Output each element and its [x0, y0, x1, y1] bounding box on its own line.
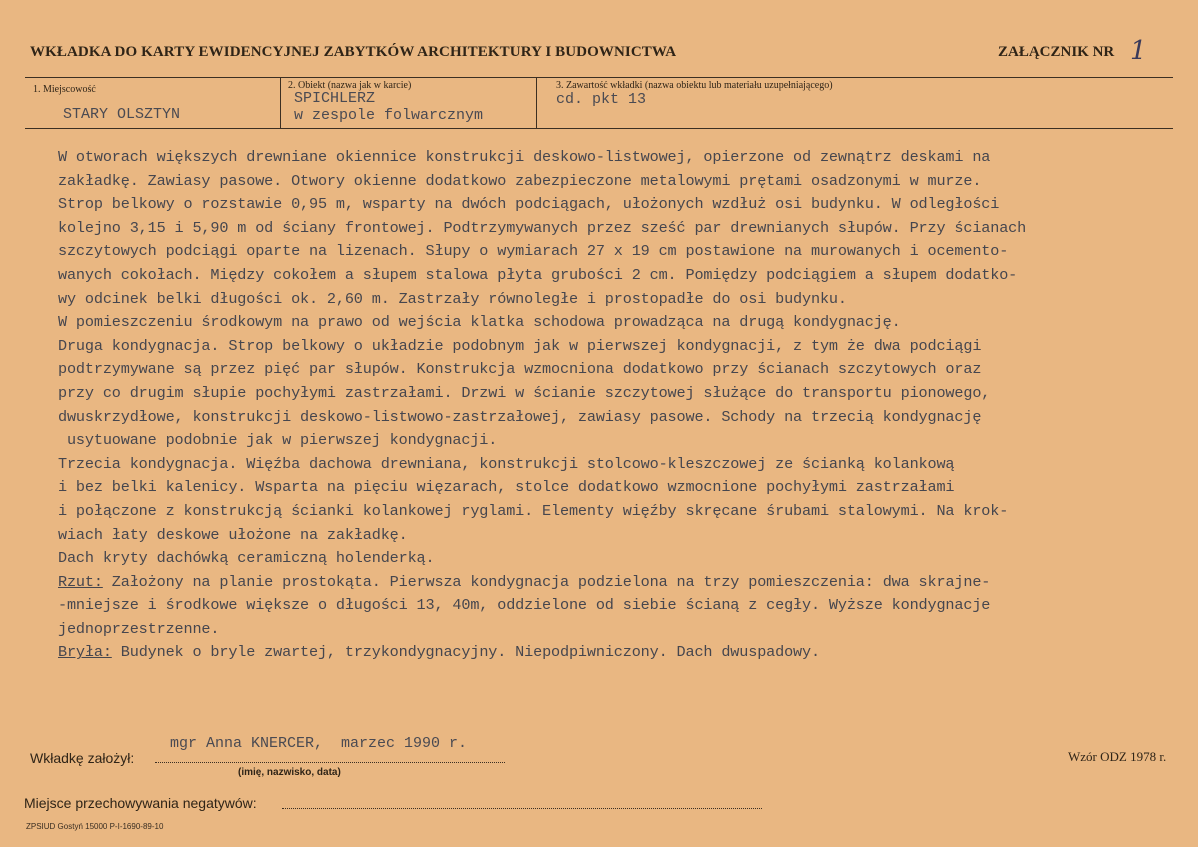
- content-label: 3. Zawartość wkładki (nazwa obiektu lub materiału uzupełniającego): [556, 80, 833, 91]
- author-caption: (imię, nazwisko, data): [238, 767, 341, 778]
- negatives-label: Miejsce przechowywania negatywów:: [24, 795, 257, 811]
- text-line: Dach kryty dachówką ceramiczną holenderką.: [58, 549, 435, 568]
- text-line: przy co drugim słupie pochyłymi zastrzałami. Drzwi w ścianie szczytowej służące do transportu pionowego,: [58, 383, 991, 402]
- author-dotted-line: [155, 762, 505, 763]
- text-line: podtrzymywane są przez pięć par słupów. Konstrukcja wzmocniona dodatkowo przy ścianach szczytowych oraz: [58, 360, 982, 379]
- text-line: W otworach większych drewniane okiennice konstrukcji deskowo-listwowej, opierzone od zewnątrz deskami na: [58, 148, 991, 166]
- bryla-text: Budynek o bryle zwartej, trzykondygnacyjny. Niepodpiwniczony. Dach dwuspadowy.: [111, 643, 820, 662]
- rzut-heading: Rzut:: [58, 572, 103, 591]
- text-line: wiach łaty deskowe ułożone na zakładkę.: [58, 525, 408, 544]
- text-line: Druga kondygnacja. Strop belkowy o układzie podobnym jak w pierwszej kondygnacji, z tym że dwa podciągi: [58, 336, 982, 355]
- description-text: [58, 146, 1148, 665]
- form-code: Wzór ODZ 1978 r.: [1068, 749, 1167, 764]
- content-value: cd. pkt 13: [556, 91, 647, 108]
- text-line: dwuskrzydłowe, konstrukcji deskowo-listwowo-zastrzałowej, zawiasy pasowe. Schody na trzecią kondygnację: [58, 407, 982, 426]
- header-rule-top: [25, 77, 1173, 78]
- object-value-line1: SPICHLERZ: [294, 90, 376, 107]
- author-label: Wkładkę założył:: [30, 750, 135, 766]
- text-line: i połączone z konstrukcją ścianki kolankowej ryglami. Elementy więźby skręcane śrubami stalowymi. Na krok-: [58, 501, 1009, 520]
- header-rule-bottom: [25, 128, 1173, 129]
- text-line: wanych cokołach. Między cokołem a słupem stalowa płyta grubości 2 cm. Pomiędzy podciągiem a słupem dodatko-: [58, 265, 1018, 284]
- text-line: Strop belkowy o rozstawie 0,95 m, wsparty na dwóch podciągach, ułożonych wzdłuż osi budynku. W odległości: [58, 195, 1000, 214]
- field-divider-2: [536, 77, 537, 129]
- object-label: 2. Obiekt (nazwa jak w karcie): [288, 80, 412, 91]
- rzut-line: [58, 571, 1148, 595]
- text-line: Trzecia kondygnacja. Więźba dachowa drewniana, konstrukcji stolcowo-kleszczowej ze ścianką kolankową: [58, 454, 955, 473]
- attachment-label: ZAŁĄCZNIK NR: [998, 44, 1115, 60]
- text-line: szczytowych podciągi oparte na lizenach. Słupy o wymiarach 27 x 19 cm postawione na murowanych i ocemento-: [58, 242, 1009, 261]
- bryla-line: [58, 641, 1148, 665]
- printer-imprint: ZPSIUD Gostyń 15000 P-I-1690-89-10: [26, 822, 164, 831]
- locality-value: STARY OLSZTYN: [63, 106, 181, 123]
- negatives-dotted-line: [282, 808, 762, 809]
- author-value: mgr Anna KNERCER, marzec 1990 r.: [170, 735, 468, 752]
- rzut-text: Założony na planie prostokąta. Pierwsza kondygnacja podzielona na trzy pomieszczenia: dwa skrajne-: [102, 572, 991, 591]
- form-title: WKŁADKA DO KARTY EWIDENCYJNEJ ZABYTKÓW ARCHITEKTURY I BUDOWNICTWA: [30, 44, 677, 60]
- text-line: wy odcinek belki długości ok. 2,60 m. Zastrzały równoległe i prostopadłe do osi budynku.: [58, 289, 847, 308]
- text-line: -mniejsze i środkowe większe o długości 13, 40m, oddzielone od siebie ścianą z cegły. Wyższe kondygnacje: [58, 596, 991, 615]
- locality-label: 1. Miejscowość: [33, 84, 96, 95]
- object-value-line2: w zespole folwarcznym: [294, 107, 484, 124]
- text-line: usytuowane podobnie jak w pierwszej kondygnacji.: [58, 431, 498, 450]
- text-line: jednoprzestrzenne.: [58, 619, 220, 638]
- attachment-number: 1: [1130, 36, 1147, 66]
- text-line: zakładkę. Zawiasy pasowe. Otwory okienne dodatkowo zabezpieczone metalowymi prętami osadzonymi w murze.: [58, 171, 982, 190]
- text-line: i bez belki kalenicy. Wsparta na pięciu więzarach, stolce dodatkowo wzmocnione pochyłymi zastrzałami: [58, 478, 955, 497]
- text-line: kolejno 3,15 i 5,90 m od ściany frontowej. Podtrzymywanych przez sześć par drewnianych słupów. Przy ścianach: [58, 218, 1027, 237]
- text-line: W pomieszczeniu środkowym na prawo od wejścia klatka schodowa prowadząca na drugą kondygnację.: [58, 313, 901, 332]
- field-divider-1: [280, 77, 281, 129]
- bryla-heading: Bryła:: [58, 643, 112, 662]
